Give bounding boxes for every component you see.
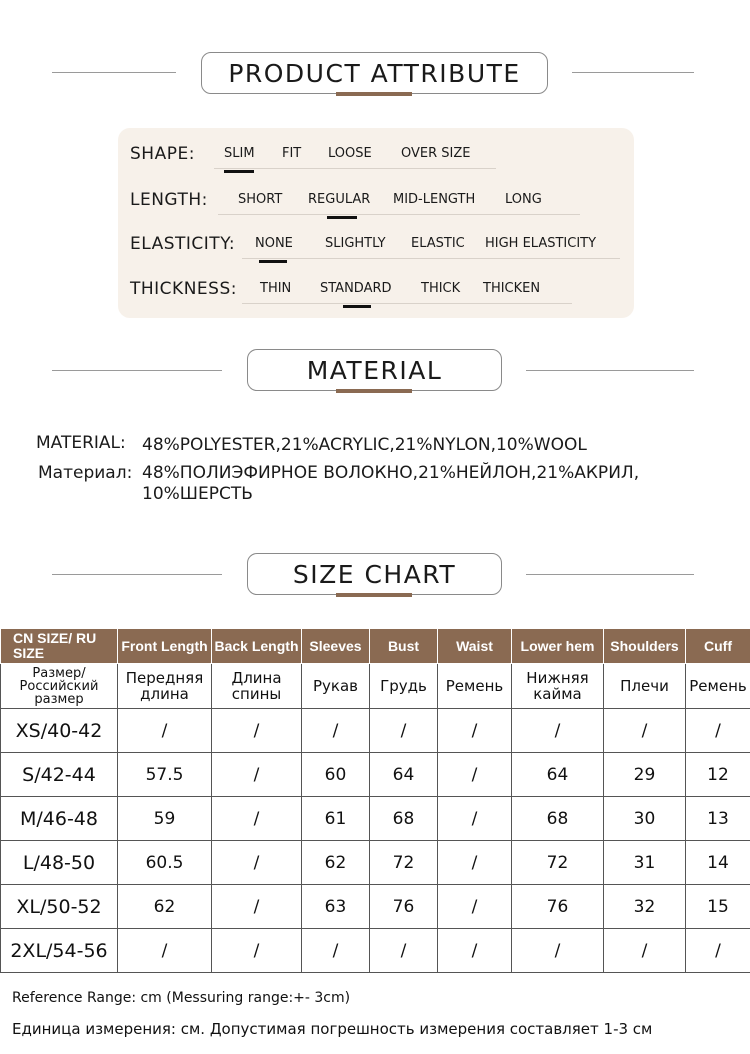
- reference-note-en: Reference Range: cm (Messuring range:+- 3cm): [12, 990, 351, 1006]
- size-cell: M/46-48: [1, 797, 118, 841]
- attr-row-shape: [118, 140, 634, 170]
- table-cell: /: [302, 709, 370, 753]
- divider-left: [52, 370, 222, 371]
- table-cell: /: [438, 929, 512, 973]
- size-chart-title: SIZE CHART: [247, 553, 502, 595]
- table-row: [1, 841, 750, 885]
- size-cell: XS/40-42: [1, 709, 118, 753]
- attr-option: STANDARD: [320, 281, 392, 296]
- divider-right: [572, 72, 694, 73]
- attr-label: THICKNESS:: [130, 279, 237, 299]
- attr-option: THICK: [421, 281, 461, 296]
- table-cell: 68: [512, 797, 604, 841]
- table-cell: /: [512, 709, 604, 753]
- table-cell: /: [212, 929, 302, 973]
- size-cell: XL/50-52: [1, 885, 118, 929]
- col-header-ru: Грудь: [370, 664, 438, 709]
- table-cell: 62: [302, 841, 370, 885]
- table-cell: /: [438, 885, 512, 929]
- table-cell: 64: [370, 753, 438, 797]
- table-cell: /: [212, 709, 302, 753]
- divider-left: [52, 574, 222, 575]
- attr-option: THIN: [260, 281, 292, 296]
- divider-left: [52, 72, 176, 73]
- table-cell: 13: [686, 797, 750, 841]
- col-header: CN SIZE/ RU SIZE: [1, 629, 118, 664]
- table-row: [1, 797, 750, 841]
- attr-option: ELASTIC: [411, 236, 465, 251]
- table-cell: /: [604, 929, 686, 973]
- attr-label: SHAPE:: [130, 144, 195, 164]
- size-table: [0, 628, 750, 973]
- col-header-ru: Длина спины: [212, 664, 302, 709]
- attr-label: ELASTICITY:: [130, 234, 236, 254]
- col-header-ru: Плечи: [604, 664, 686, 709]
- col-header-ru: Ремень: [686, 664, 750, 709]
- attr-option: SLIGHTLY: [325, 236, 386, 251]
- reference-note-ru: Единица измерения: см. Допустимая погрешность измерения составляет 1-3 см: [12, 1020, 653, 1038]
- attr-option: REGULAR: [308, 192, 371, 207]
- selected-marker: [224, 170, 254, 173]
- table-cell: /: [438, 709, 512, 753]
- table-cell: 76: [512, 885, 604, 929]
- attr-option: OVER SIZE: [401, 146, 471, 161]
- col-header-ru: Рукав: [302, 664, 370, 709]
- table-cell: 60.5: [118, 841, 212, 885]
- col-header-ru: Размер/ Российский размер: [1, 664, 118, 709]
- table-cell: 15: [686, 885, 750, 929]
- attr-row-elasticity: [118, 230, 634, 260]
- table-cell: /: [438, 797, 512, 841]
- attr-option: THICKEN: [483, 281, 541, 296]
- material-value-en: 48%POLYESTER,21%ACRYLIC,21%NYLON,10%WOOL: [142, 435, 587, 455]
- table-row: [1, 885, 750, 929]
- attr-rule: [242, 303, 572, 304]
- divider-right: [526, 370, 694, 371]
- table-cell: /: [118, 709, 212, 753]
- col-header: Waist: [438, 629, 512, 664]
- header-row-en: [1, 629, 750, 664]
- col-header-ru: Нижняя кайма: [512, 664, 604, 709]
- table-cell: 32: [604, 885, 686, 929]
- table-cell: /: [370, 709, 438, 753]
- table-cell: /: [212, 797, 302, 841]
- table-cell: 30: [604, 797, 686, 841]
- table-cell: /: [438, 841, 512, 885]
- attr-option: LONG: [505, 192, 542, 207]
- table-row: [1, 709, 750, 753]
- attr-option: HIGH ELASTICITY: [485, 236, 597, 251]
- attr-option: NONE: [255, 236, 293, 251]
- material-value-ru: 48%ПОЛИЭФИРНОЕ ВОЛОКНО,21%НЕЙЛОН,21%АКРИЛ,: [142, 463, 640, 483]
- col-header: Lower hem: [512, 629, 604, 664]
- attr-row-length: [118, 186, 634, 216]
- table-cell: /: [118, 929, 212, 973]
- header-row-ru: [1, 664, 750, 709]
- col-header: Shoulders: [604, 629, 686, 664]
- material-label-en: MATERIAL:: [36, 433, 126, 453]
- attr-option: MID-LENGTH: [393, 192, 476, 207]
- attr-label: LENGTH:: [130, 190, 208, 210]
- table-cell: /: [212, 841, 302, 885]
- table-cell: 59: [118, 797, 212, 841]
- table-cell: 57.5: [118, 753, 212, 797]
- size-cell: L/48-50: [1, 841, 118, 885]
- title-accent: [336, 92, 412, 96]
- material-label-ru: Материал:: [38, 463, 133, 483]
- table-cell: 60: [302, 753, 370, 797]
- table-cell: 12: [686, 753, 750, 797]
- table-cell: 31: [604, 841, 686, 885]
- col-header: Cuff: [686, 629, 750, 664]
- table-cell: 14: [686, 841, 750, 885]
- attr-row-thickness: [118, 275, 634, 305]
- attr-rule: [242, 258, 620, 259]
- selected-marker: [343, 305, 371, 308]
- attribute-panel: [118, 128, 634, 318]
- table-cell: /: [686, 929, 750, 973]
- table-cell: 29: [604, 753, 686, 797]
- table-cell: /: [604, 709, 686, 753]
- table-cell: 68: [370, 797, 438, 841]
- attr-option: SHORT: [238, 192, 283, 207]
- table-row: [1, 929, 750, 973]
- attr-option: FIT: [282, 146, 302, 161]
- table-cell: /: [212, 885, 302, 929]
- col-header: Back Length: [212, 629, 302, 664]
- material-title: MATERIAL: [247, 349, 502, 391]
- col-header: Bust: [370, 629, 438, 664]
- table-cell: /: [438, 753, 512, 797]
- material-value-ru-cont: 10%ШЕРСТЬ: [142, 484, 253, 504]
- table-cell: 72: [512, 841, 604, 885]
- col-header-ru: Передняя длина: [118, 664, 212, 709]
- col-header: Front Length: [118, 629, 212, 664]
- table-cell: 72: [370, 841, 438, 885]
- size-cell: 2XL/54-56: [1, 929, 118, 973]
- attribute-title: PRODUCT ATTRIBUTE: [201, 52, 548, 94]
- attr-rule: [214, 168, 496, 169]
- table-cell: /: [686, 709, 750, 753]
- title-accent: [336, 389, 412, 393]
- table-cell: 63: [302, 885, 370, 929]
- col-header-ru: Ремень: [438, 664, 512, 709]
- attr-rule: [218, 214, 580, 215]
- table-cell: /: [212, 753, 302, 797]
- table-cell: /: [512, 929, 604, 973]
- table-cell: /: [302, 929, 370, 973]
- table-cell: 62: [118, 885, 212, 929]
- divider-right: [526, 574, 694, 575]
- table-cell: 76: [370, 885, 438, 929]
- table-cell: 64: [512, 753, 604, 797]
- table-cell: /: [370, 929, 438, 973]
- col-header: Sleeves: [302, 629, 370, 664]
- table-row: [1, 753, 750, 797]
- attr-option: LOOSE: [328, 146, 372, 161]
- attr-option: SLIM: [224, 146, 255, 161]
- table-cell: 61: [302, 797, 370, 841]
- selected-marker: [327, 216, 357, 219]
- size-cell: S/42-44: [1, 753, 118, 797]
- title-accent: [336, 593, 412, 597]
- selected-marker: [259, 260, 287, 263]
